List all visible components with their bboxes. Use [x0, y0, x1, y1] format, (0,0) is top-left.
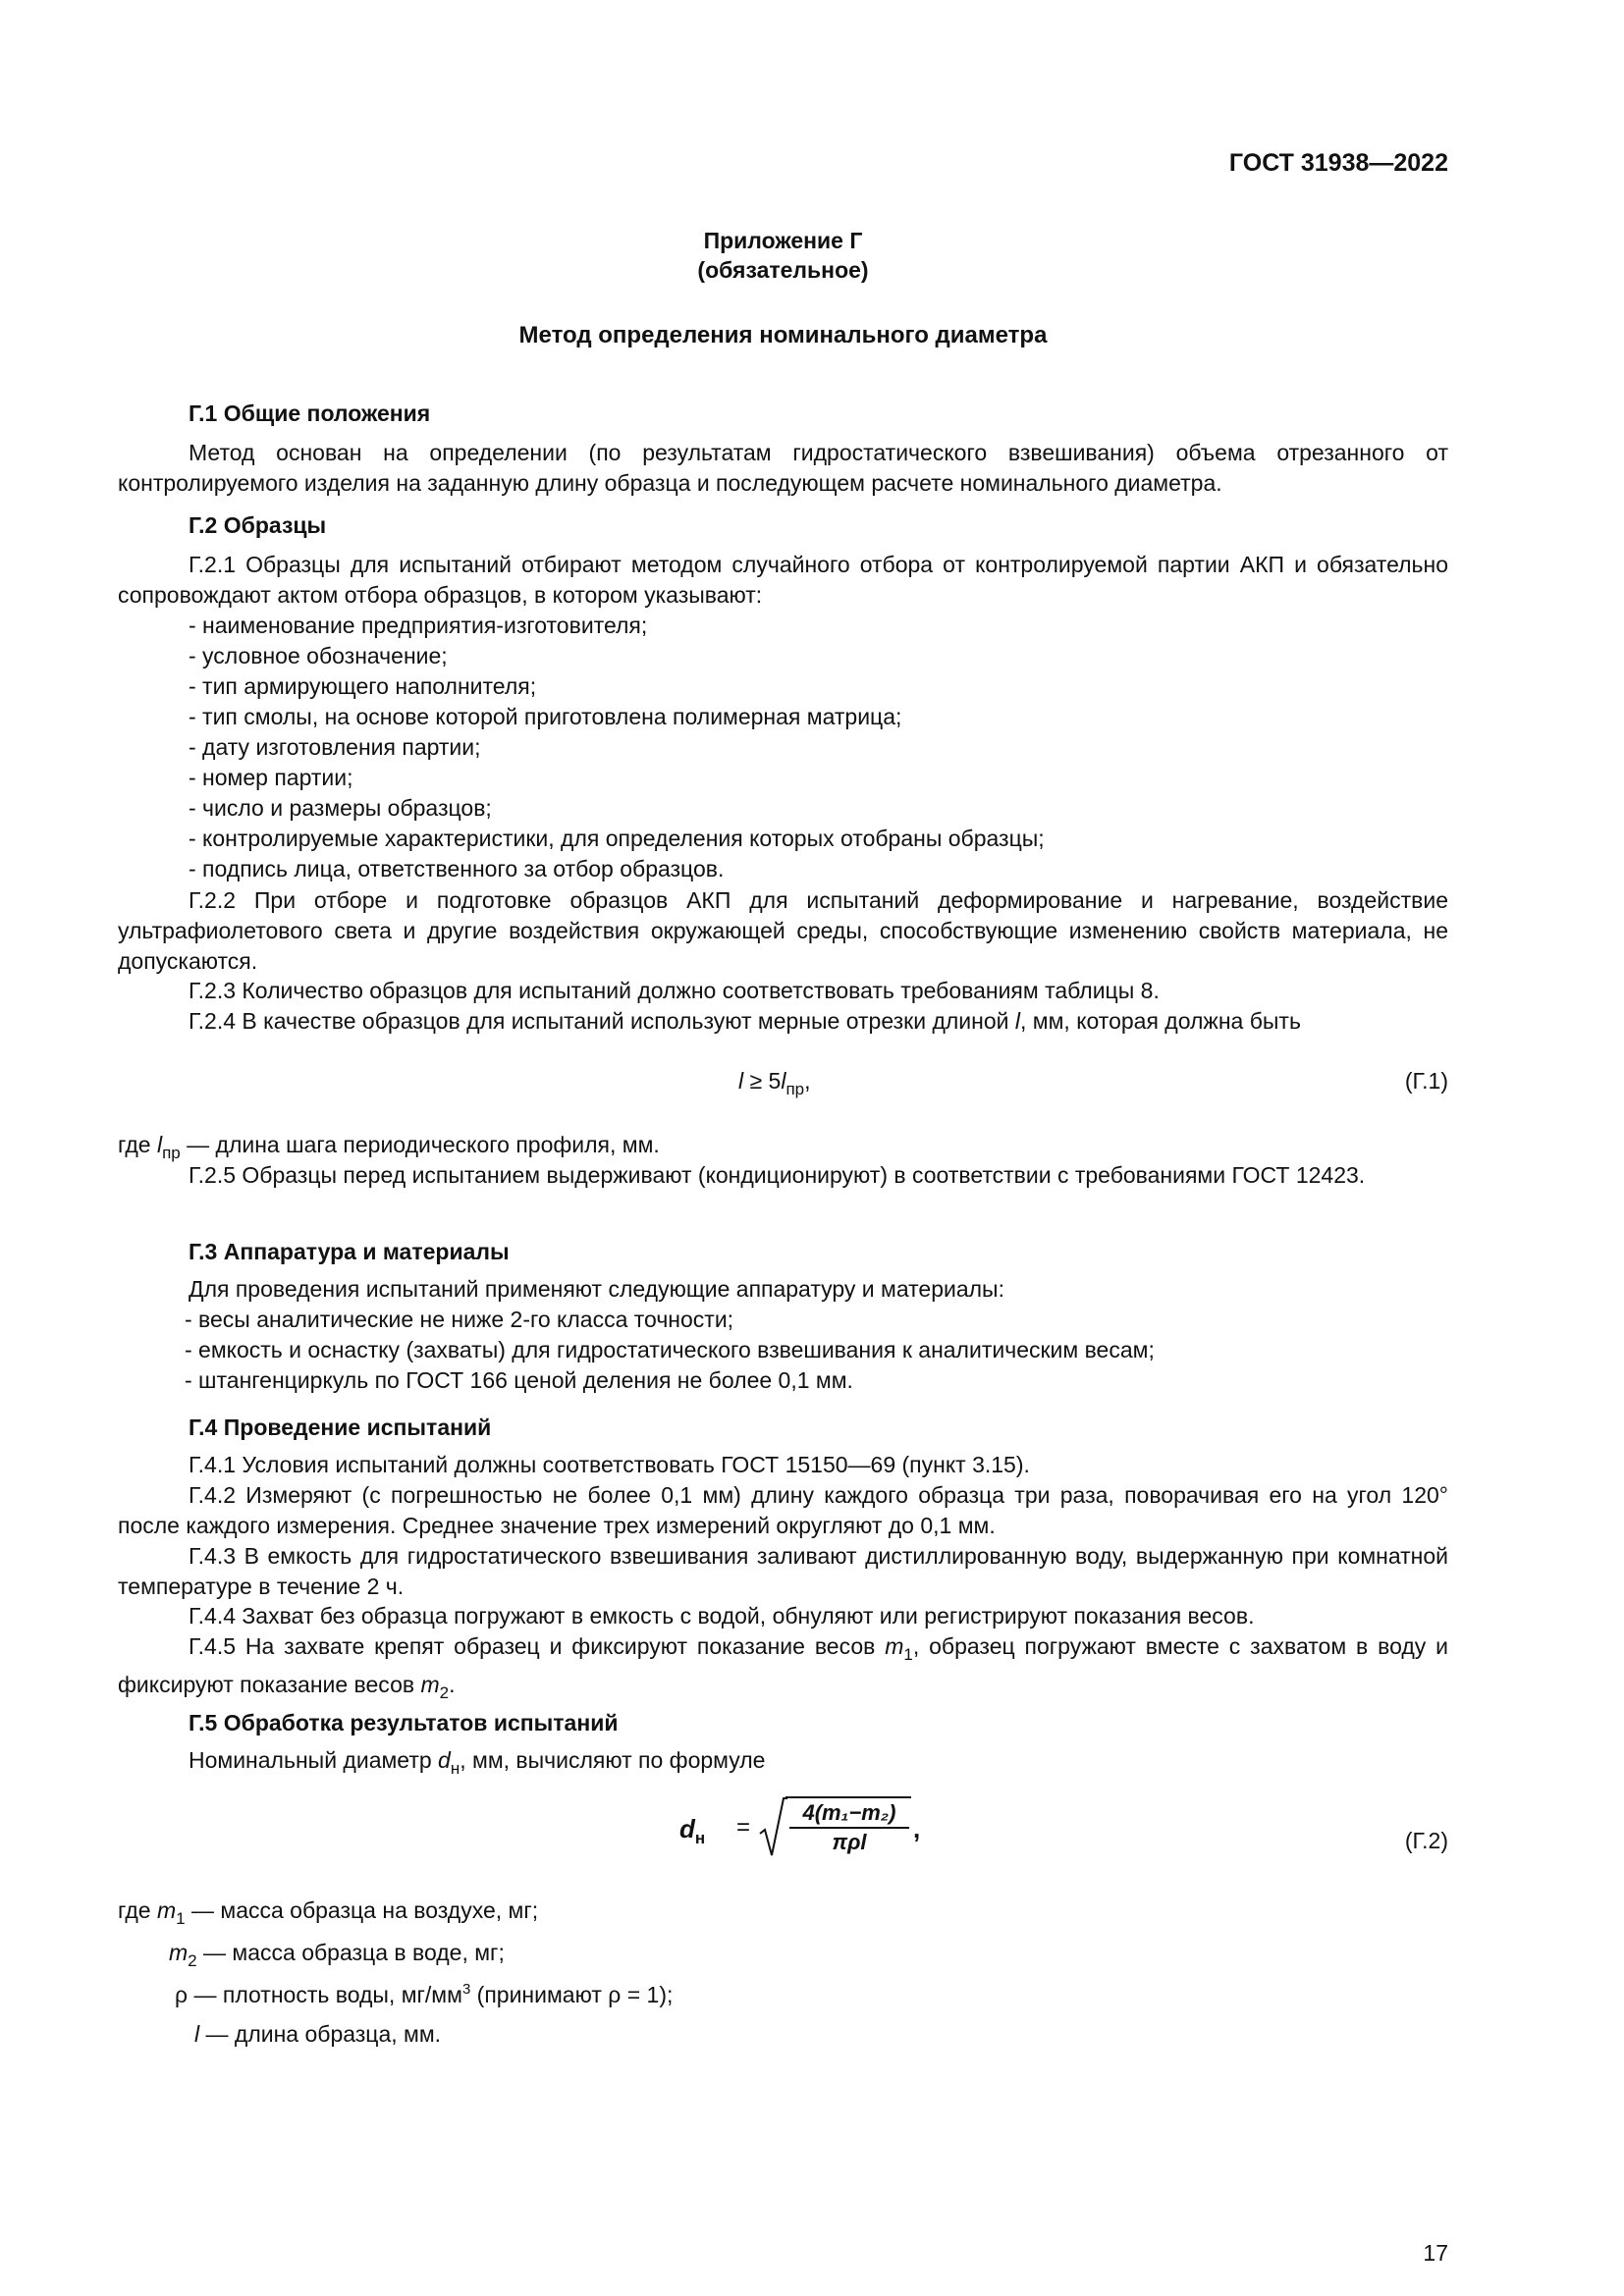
list-item: - весы аналитические не ниже 2-го класса точности;	[185, 1307, 734, 1332]
section-g1-text: Метод основан на определении (по результатам гидростатического взвешивания) объема отрезанного от контролируемого изделия на заданную длину образца и последующем расчете номинального диаметра.	[118, 440, 1448, 496]
section-heading-g4: Г.4 Проведение испытаний	[189, 1415, 492, 1440]
paragraph-g4-2: Г.4.2 Измеряют (с погрешностью не более 0,1 мм) длину каждого образца три раза, поворачивая его на угол 120° после каждого измерения. Среднее значение трех измерений округляют до 0,1 мм.	[118, 1482, 1448, 1538]
sqrt-bar	[785, 1796, 911, 1798]
fraction-bar	[789, 1827, 909, 1829]
list-item: - тип армирующего наполнителя;	[189, 673, 537, 699]
where-item: l — длина образца, мм.	[194, 2021, 442, 2047]
section-heading-g2: Г.2 Образцы	[189, 512, 327, 538]
paragraph-g4-4: Г.4.4 Захват без образца погружают в емкость с водой, обнуляют или регистрируют показания весов.	[189, 1603, 1255, 1629]
paragraph-g2-2: Г.2.2 При отборе и подготовке образцов АКП для испытаний деформирование и нагревание, воздействие ультрафиолетового света и другие воздействия окружающей среды, способствующие изменению свойств материала, не допускаются.	[118, 887, 1448, 974]
where-item: где $m_1$ — масса образца на воздухе, мг;	[118, 1897, 539, 1928]
formula-g2-denominator: πρl	[832, 1830, 867, 1854]
where-g1: где $l_{пр}$ — длина шага периодического профиля, мм.	[118, 1132, 660, 1162]
page-number: 17	[1423, 2240, 1448, 2266]
list-item: - условное обозначение;	[189, 643, 448, 668]
list-item: - емкость и оснастку (захваты) для гидростатического взвешивания к аналитическим весам;	[185, 1337, 1155, 1362]
appendix-title: Приложение Г	[703, 228, 863, 253]
sqrt-sign	[758, 1794, 787, 1859]
main-title: Метод определения номинального диаметра	[518, 322, 1048, 348]
formula-g2-lhs: $d_н$	[679, 1814, 706, 1847]
where-item: $m_2$ — масса образца в воде, мг;	[169, 1940, 505, 1970]
formula-number-g1: (Г.1)	[1404, 1068, 1448, 1094]
section-heading-g3: Г.3 Аппаратура и материалы	[189, 1239, 510, 1264]
section-g5-intro: Номинальный диаметр $d_н$, мм, вычисляют по формуле	[189, 1747, 766, 1778]
section-heading-g5: Г.5 Обработка результатов испытаний	[189, 1710, 619, 1735]
section-g3-intro: Для проведения испытаний применяют следующие аппаратуру и материалы:	[189, 1276, 1004, 1302]
list-item: - число и размеры образцов;	[189, 795, 492, 821]
list-item: - подпись лица, ответственного за отбор образцов.	[189, 856, 725, 881]
list-item: - штангенциркуль по ГОСТ 166 ценой деления не более 0,1 мм.	[185, 1367, 853, 1393]
paragraph-g2-4: Г.2.4 В качестве образцов для испытаний используют мерные отрезки длиной l, мм, которая должна быть	[189, 1008, 1301, 1034]
formula-g2	[679, 1792, 1033, 1861]
paragraph-g2-5: Г.2.5 Образцы перед испытанием выдерживают (кондиционируют) в соответствии с требованиями ГОСТ 12423.	[189, 1162, 1366, 1188]
formula-g2-numerator: 4(m₁−m₂)	[802, 1800, 896, 1825]
appendix-status: (обязательное)	[697, 257, 869, 283]
list-item: - дату изготовления партии;	[189, 734, 481, 760]
paragraph-g4-3: Г.4.3 В емкость для гидростатического взвешивания заливают дистиллированную воду, выдержанную при комнатной температуре в течение 2 ч.	[118, 1543, 1448, 1599]
formula-g2-eq: =	[736, 1814, 751, 1841]
paragraph-g4-5: Г.4.5 На захвате крепят образец и фиксируют показание весов $m_1$, образец погружают вместе с захватом в воду и фиксируют показание весов $m_2$.	[118, 1633, 1448, 1702]
section-heading-g1: Г.1 Общие положения	[189, 400, 431, 426]
list-item: - контролируемые характеристики, для определения которых отобраны образцы;	[189, 826, 1045, 851]
document-id: ГОСТ 31938—2022	[1228, 149, 1448, 177]
list-item: - номер партии;	[189, 765, 353, 790]
formula-g1: $l \ge 5l_{пр}$,	[738, 1068, 811, 1098]
formula-g2-tail: ,	[913, 1814, 921, 1843]
paragraph-g2-3: Г.2.3 Количество образцов для испытаний должно соответствовать требованиям таблицы 8.	[189, 978, 1160, 1003]
paragraph-g4-1: Г.4.1 Условия испытаний должны соответствовать ГОСТ 15150—69 (пункт 3.15).	[189, 1452, 1030, 1477]
where-item: ρ — плотность воды, $мг/мм^3$ (принимают ρ = 1);	[175, 1981, 674, 2007]
list-item: - наименование предприятия-изготовителя;	[189, 613, 648, 638]
list-item: - тип смолы, на основе которой приготовлена полимерная матрица;	[189, 704, 902, 729]
paragraph-g2-1: Г.2.1 Образцы для испытаний отбирают методом случайного отбора от контролируемой партии АКП и обязательно сопровождают актом отбора образцов, в котором указывают:	[118, 552, 1448, 608]
formula-number-g2: (Г.2)	[1404, 1828, 1448, 1853]
